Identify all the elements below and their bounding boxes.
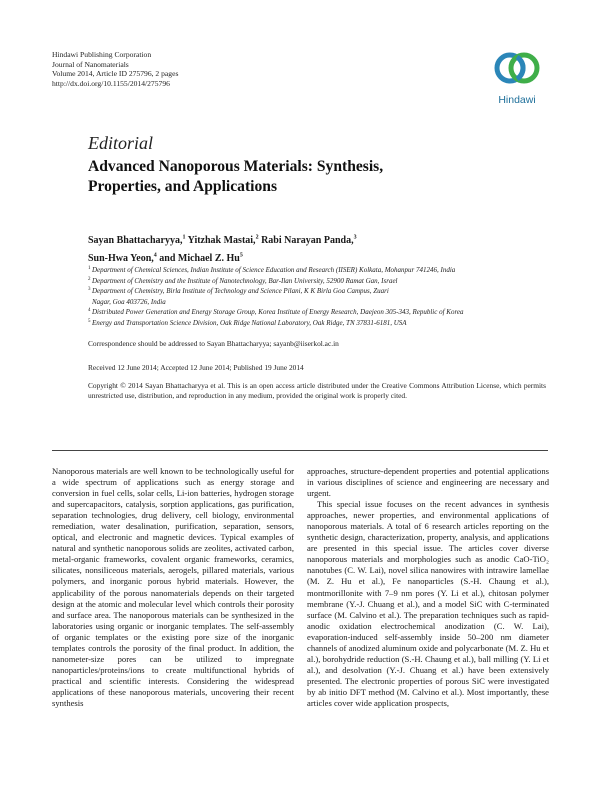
author: Sayan Bhattacharyya,$^1$ (88, 235, 186, 247)
journal-name: Journal of Nanomaterials (52, 59, 129, 69)
affiliation: 1 Department of Chemical Sciences, Indian Institute of Science Education and Research (IISER) Kolkata, Mohanpur 741246, India (88, 266, 456, 274)
hindawi-logo-icon (492, 46, 542, 92)
affiliation: 4 Distributed Power Generation and Energy Storage Group, Korea Institute of Energy Research, Daejeon 305-343, Republic of Korea (88, 308, 464, 317)
author: Sun-Hwa Yeon,$^4$ (88, 252, 157, 264)
section-divider (52, 450, 548, 451)
affiliation: 3 Department of Chemistry, Birla Institute of Technology and Science Pilani, K K Birla Goa Campus, Zuari Nagar, Goa 403726, India (88, 287, 389, 306)
author: Rabi Narayan Panda,$^3$ (261, 235, 357, 247)
affiliation: 5 Energy and Transportation Science Division, Oak Ridge National Laboratory, Oak Ridge, TN 37831-6181, USA (88, 318, 407, 327)
hindawi-logo (492, 46, 542, 108)
doi-link[interactable]: http://dx.doi.org/10.1155/2014/275796 (52, 78, 170, 88)
affiliation: 2 Department of Chemistry and the Institute of Nanotechnology, Bar-Ilan University, 52900 Ramat Gan, Israel (88, 276, 398, 285)
publication-dates: Received 12 June 2014; Accepted 12 June 2014; Published 19 June 2014 (88, 363, 304, 372)
article-title: Advanced Nanoporous Materials: Synthesis, Properties, and Applications (88, 158, 384, 195)
author: and Michael Z. Hu$^5$ (159, 252, 243, 264)
copyright-notice: Copyright © 2014 Sayan Bhattacharyya et al. This is an open access article distributed under the Creative Commons Attribution License, which permits unrestricted use, distribution, and reproduction in any medium, provided the original work is properly cited. (88, 381, 546, 401)
body-column-left (52, 466, 294, 709)
body-paragraph: This special issue focuses on the recent advances in synthesis approaches, newer properties, and environmental applications of nanoporous materials. A total of 6 research articles reporting on the synthetic design, characterization, property, analysis, and applications are presented in this special issue. The articles cover diverse nanoporous materials and morphologies such as anodic CaO-TiO₂ nanotubes (C. W. Lai), novel silica nanowires with intrawire lamellae (M. Z. Hu et al.), Fe nanoparticles (S.-H. Chaung et al.), montmorillonite with 7–9 nm pores (Y. Li et al.), chitosan polymer membrane (Y.-J. Chuang et al.), and a model SiC with C-terminated surface (M. Calvino et al.). The preparation techniques such as rapid-anodic oxidation electrochemical anodization (C. W. Lai), evaporation-induced self-assembly inside 50–200 nm diameter channels of anodized aluminum oxide and polycarbonate (M. Z. Hu et al.), borohydride reduction (S.-H. Chaung et al.), ball milling (Y. Li et al.), and desolvation (Y.-J. Chuang et al.) have been extensively presented. The electronic properties of porous SiC were investigated by ab initio DFT method (M. Calvino et al.). Most importantly, these articles cover wide application prospects, (307, 499, 549, 708)
body-column-right (307, 466, 549, 709)
volume-info: Volume 2014, Article ID 275796, 2 pages (52, 69, 179, 79)
body-paragraph: approaches, structure-dependent properties and potential applications in various disciplines of science and engineering are necessary and urgent. (307, 466, 549, 499)
publisher-name: Hindawi Publishing Corporation (52, 50, 152, 59)
body-paragraph: Nanoporous materials are well known to be technologically useful for a wide spectrum of applications such as energy storage and conversion in fuel cells, solar cells, Li-ion batteries, hydrogen storage and supercapacitors, catalysis, sorption applications, gas purification, separation technologies, drug delivery, cell biology, environmental remediation, water desalination, purification, separation, sensors, optical, and electronic and magnetic devices. Typical examples of natural and synthetic nanoporous solids are zeolites, activated carbon, metal-organic frameworks, covalent organic frameworks, ceramics, silicates, nonsiliceous materials, aerogels, pillared materials, various polymers, and inorganic porous hybrid materials. However, the applicability of the porous nanomaterials depends on their targeted design at the atomic and molecular level which controls their porosity and surface area. The nanoporous materials can be synthesized in the laboratories using organic or inorganic templates. The self-assembly of organic templates or the existing pore size of the inorganic templates controls the porosity of the final product. In addition, the nanometer-size pores can be utilized to impregnate nanoparticles/proteins/ions to create multifunctional hybrids of practical and scientific interests. Considering the widespread applications of these nanoporous materials, uncovering their recent synthesis (52, 466, 294, 708)
logo-text: Hindawi (498, 94, 536, 106)
author-list (88, 231, 448, 266)
affiliation-list (88, 265, 548, 329)
correspondence: Correspondence should be addressed to Sayan Bhattacharyya; sayanb@iiserkol.ac.in (88, 339, 339, 348)
article-type: Editorial (88, 133, 154, 153)
journal-meta (52, 50, 178, 88)
author: Yitzhak Mastai,$^2$ (187, 235, 259, 247)
